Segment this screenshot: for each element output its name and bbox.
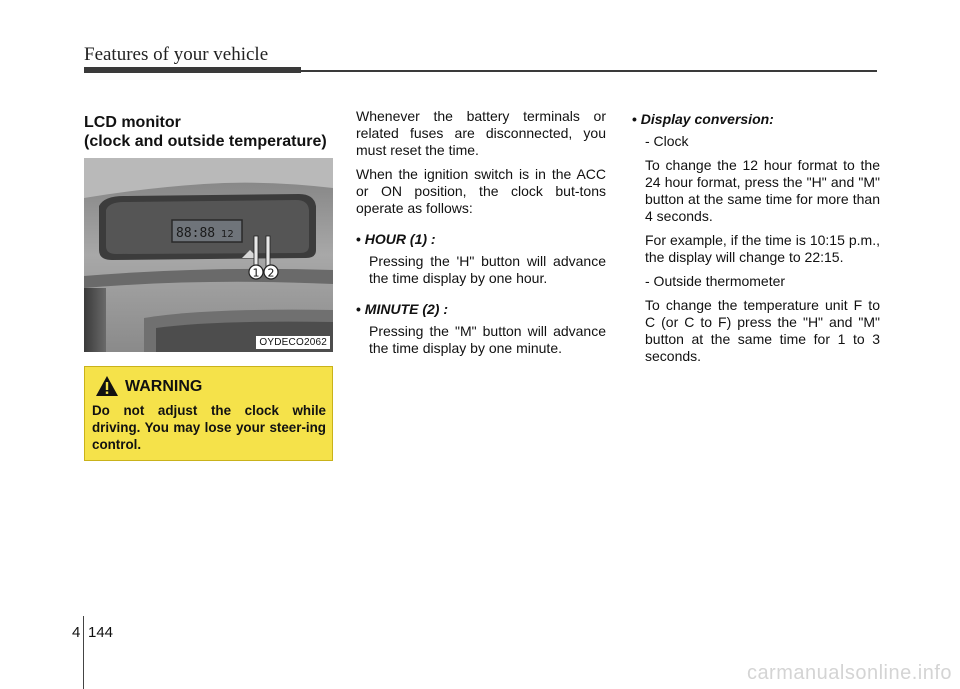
section-title-line1: LCD monitor [84,114,181,131]
minute-text: Pressing the "M" button will advance the time display by one minute. [369,323,606,356]
minute-heading: • MINUTE (2) : [356,301,449,317]
warning-box [84,366,333,461]
watermark: carmanualsonline.info [746,662,952,684]
bullet-icon: • [632,111,641,127]
page-number: 144 [88,624,114,641]
dashboard-photo [84,158,333,352]
display-conversion-heading: • Display conversion: [632,111,774,127]
clock-label: - Clock [645,133,689,149]
section-title-line2: (clock and outside temperature) [84,133,327,150]
warning-icon [95,375,119,397]
thermometer-text: To change the temperature unit F to C (or C to F) press the "H" and "M" button at the same time for 1 to 3 seconds. [645,297,880,364]
bullet-icon: • [356,231,365,247]
warning-text: Do not adjust the clock while driving. You may lose your steer-ing control. [92,403,326,452]
clock-text: To change the 12 hour format to the 24 hour format, press the "H" and "M" button at the same time for more than 4 seconds. [645,157,880,224]
callout-minute: 2 [267,266,275,280]
callout-hour: 1 [252,266,260,280]
bullet-icon: • [356,301,365,317]
warning-header [95,375,203,399]
header-rule-thin [301,70,877,72]
right-column [632,108,880,372]
chapter-number: 4 [72,624,81,641]
dashboard-illustration [84,158,333,352]
photo-caption: OYDECO2062 [256,336,330,349]
header-rule-thick [84,67,301,73]
thermometer-label: - Outside thermometer [645,273,786,289]
warning-title: WARNING [125,378,203,395]
temperature-display: 12 [221,229,234,240]
hour-heading: • HOUR (1) : [356,231,436,247]
footer-rule [83,616,84,689]
section-title [84,113,336,151]
intro-paragraph-1: Whenever the battery terminals or related fuses are disconnected, you must reset the time. [356,108,606,158]
header-title: Features of your vehicle [84,44,269,65]
hour-text: Pressing the 'H" button will advance the time display by one hour. [369,253,606,286]
clock-digits: 88:88 [176,226,216,241]
middle-column [356,108,606,364]
left-column [84,108,336,452]
intro-paragraph-2: When the ignition switch is in the ACC or ON position, the clock but-tons operate as follows: [356,166,606,216]
example-text: For example, if the time is 10:15 p.m., the display will change to 22:15. [645,232,880,265]
